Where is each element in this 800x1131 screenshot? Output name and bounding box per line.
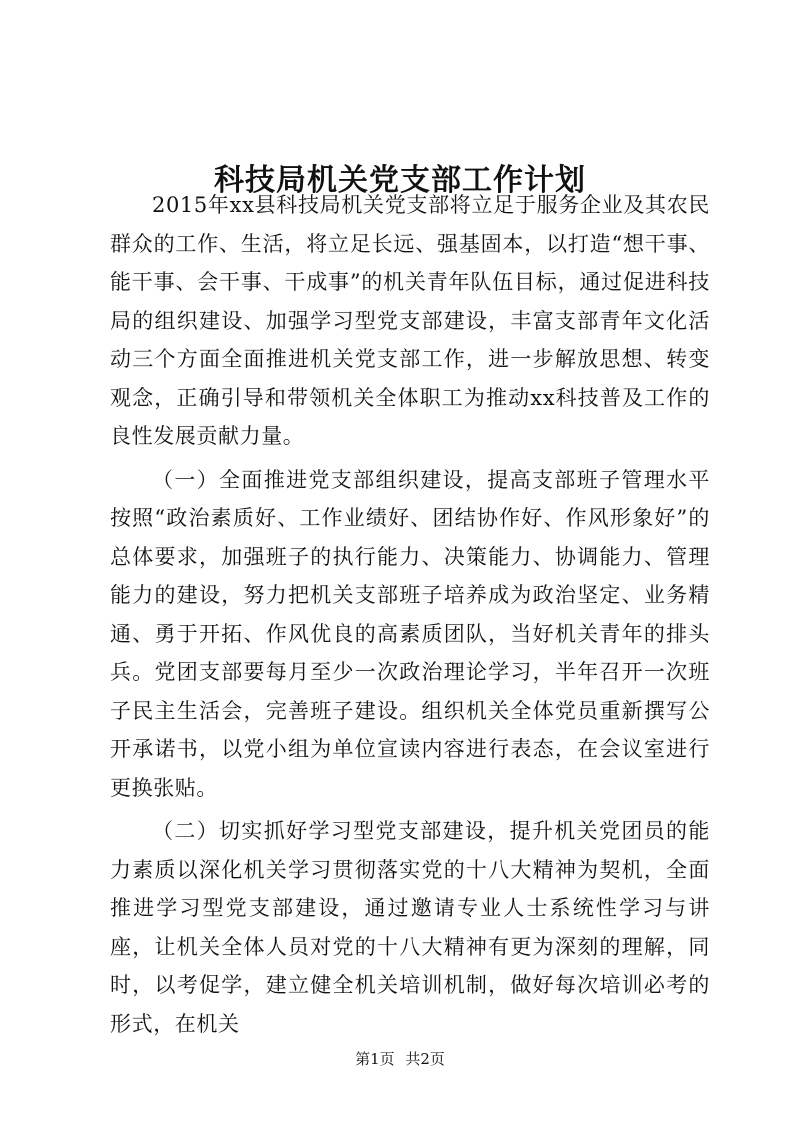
document-body	[110, 186, 710, 1043]
page-total: 共2页	[405, 1050, 445, 1068]
page-number: 第1页	[355, 1050, 395, 1068]
paragraph-intro: 2015年xx县科技局机关党支部将立足于服务企业及其农民群众的工作、生活，将立足长远、强基固本，以打造“想干事、能干事、会干事、干成事”的机关青年队伍目标，通过促进科技局的组织建设、加强学习型党支部建设，丰富支部青年文化活动三个方面全面推进机关党支部工作，进一步解放思想、转变观念，正确引导和带领机关全体职工为推动xx科技普及工作的良性发展贡献力量。	[110, 193, 710, 448]
paragraph-section-2: （二）切实抓好学习型党支部建设，提升机关党团员的能力素质以深化机关学习贯彻落实党的十八大精神为契机，全面推进学习型党支部建设，通过邀请专业人士系统性学习与讲座，让机关全体人员对党的十八大精神有更为深刻的理解，同时，以考促学，建立健全机关培训机制，做好每次培训必考的形式，在机关	[110, 819, 710, 1036]
page-footer	[0, 1048, 800, 1070]
document-title: 科技局机关党支部工作计划	[214, 163, 586, 199]
paragraph-section-1: （一）全面推进党支部组织建设，提高支部班子管理水平按照“政治素质好、工作业绩好、团结协作好、作风形象好”的总体要求，加强班子的执行能力、决策能力、协调能力、管理能力的建设，努力把机关支部班子培养成为政治坚定、业务精通、勇于开拓、作风优良的高素质团队，当好机关青年的排头兵。党团支部要每月至少一次政治理论学习，半年召开一次班子民主生活会，完善班子建设。组织机关全体党员重新撰写公开承诺书，以党小组为单位宣读内容进行表态，在会议室进行更换张贴。	[110, 467, 710, 800]
